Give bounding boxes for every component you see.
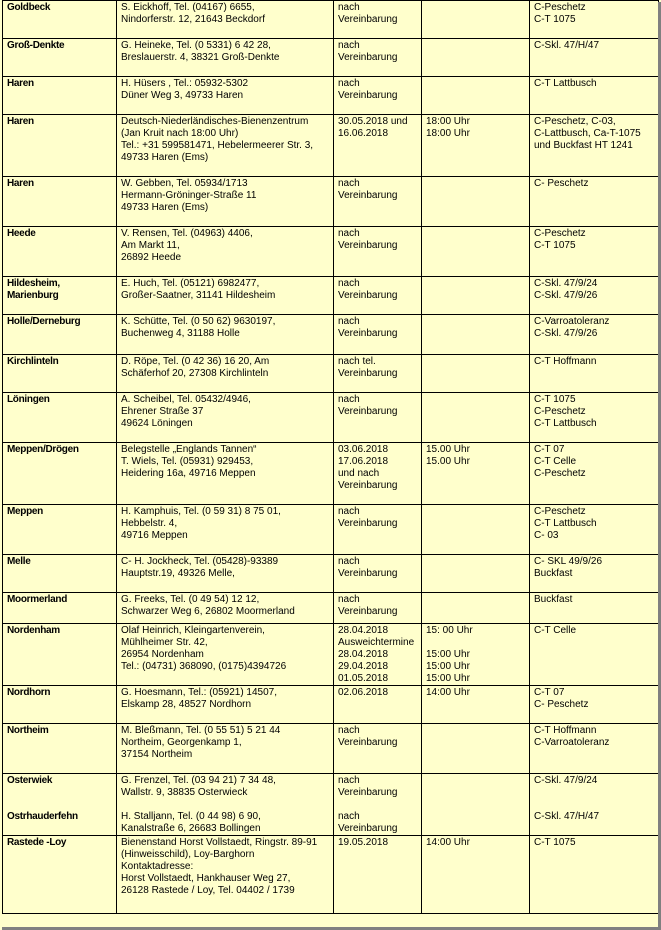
table-row: [3, 39, 659, 77]
time-cell: [422, 77, 530, 115]
table-row: [3, 724, 659, 774]
cell-line: Tel.: +31 599581471, Hebelermeerer Str. 3,: [121, 140, 314, 151]
table-row: [3, 315, 659, 355]
table-row: [3, 393, 659, 443]
cell-line: nach: [338, 725, 360, 736]
cell-line: Goldbeck: [7, 2, 51, 13]
cell-line: 16.06.2018: [338, 128, 389, 139]
contact-cell: [117, 115, 334, 177]
place-cell: [3, 624, 117, 686]
date-cell: [334, 355, 422, 393]
cell-line: nach: [338, 40, 360, 51]
cell-line: 03.06.2018: [338, 444, 389, 455]
breed-cell: [530, 505, 659, 555]
cell-line: V. Rensen, Tel. (04963) 4406,: [121, 228, 253, 239]
cell-line: 26954 Nordenham: [121, 649, 204, 660]
cell-line: C-T 07: [534, 687, 565, 698]
table-row: [3, 555, 659, 593]
cell-line: Vereinbarung: [338, 606, 398, 617]
breed-cell: [530, 686, 659, 724]
cell-line: C- Peschetz: [534, 699, 589, 710]
cell-line: 28.04.2018: [338, 625, 389, 636]
cell-line: 15.00 Uhr: [426, 456, 470, 467]
table-row: [3, 1, 659, 39]
cell-line: W. Gebben, Tel. 05934/1713: [121, 178, 248, 189]
cell-line: Vereinbarung: [338, 90, 398, 101]
contact-cell: [117, 443, 334, 505]
place-cell: [3, 724, 117, 774]
cell-line: 26128 Rastede / Loy, Tel. 04402 / 1739: [121, 885, 295, 896]
cell-line: C-T 1075: [534, 14, 576, 25]
place-cell: [3, 505, 117, 555]
cell-line: Meppen/Drögen: [7, 444, 79, 455]
place-cell: [3, 443, 117, 505]
date-cell: [334, 774, 422, 836]
cell-line: Vereinbarung: [338, 328, 398, 339]
cell-line: C-Skl. 47/9/26: [534, 290, 598, 301]
table-row: [3, 593, 659, 624]
time-cell: [422, 393, 530, 443]
place-cell: [3, 277, 117, 315]
table-row: [3, 624, 659, 686]
cell-line: 14:00 Uhr: [426, 837, 470, 848]
date-cell: [334, 77, 422, 115]
breed-cell: [530, 277, 659, 315]
cell-line: C-Varroatoleranz: [534, 737, 610, 748]
cell-line: G. Freeks, Tel. (0 49 54) 12 12,: [121, 594, 260, 605]
date-cell: [334, 505, 422, 555]
cell-line: Großer-Saatner, 31141 Hildesheim: [121, 290, 276, 301]
cell-line: Northeim, Georgenkamp 1,: [121, 737, 242, 748]
time-cell: [422, 443, 530, 505]
cell-line: Breslauerstr. 4, 38321 Groß-Denkte: [121, 52, 280, 63]
cell-line: Nindorferstr. 12, 21643 Beckdorf: [121, 14, 265, 25]
cell-line: [534, 799, 654, 811]
cell-line: Rastede -Loy: [7, 837, 67, 848]
time-cell: [422, 686, 530, 724]
cell-line: und Buckfast HT 1241: [534, 140, 633, 151]
cell-line: Vereinbarung: [338, 568, 398, 579]
cell-line: Hauptstr.19, 49326 Melle,: [121, 568, 235, 579]
cell-line: 15: 00 Uhr: [426, 625, 473, 636]
cell-line: nach: [338, 316, 360, 327]
cell-line: nach: [338, 594, 360, 605]
cell-line: Vereinbarung: [338, 737, 398, 748]
cell-line: Nordhorn: [7, 687, 51, 698]
cell-line: Am Markt 11,: [121, 240, 180, 251]
table-row: [3, 836, 659, 914]
cell-line: 49624 Löningen: [121, 418, 193, 429]
cell-line: C-Peschetz: [534, 2, 586, 13]
breed-cell: [530, 77, 659, 115]
table-body: [3, 1, 659, 914]
breed-cell: [530, 315, 659, 355]
cell-line: C-T Lattbusch: [534, 518, 597, 529]
date-cell: [334, 555, 422, 593]
contact-cell: [117, 77, 334, 115]
cell-line: [534, 787, 654, 799]
place-cell: [3, 315, 117, 355]
cell-line: Heede: [7, 228, 36, 239]
cell-line: Vereinbarung: [338, 290, 398, 301]
cell-line: Kontaktadresse:: [121, 861, 194, 872]
cell-line: Groß-Denkte: [7, 40, 65, 51]
cell-line: Olaf Heinrich, Kleingartenverein,: [121, 625, 265, 636]
breed-cell: [530, 443, 659, 505]
time-cell: [422, 555, 530, 593]
contact-cell: [117, 555, 334, 593]
date-cell: [334, 115, 422, 177]
cell-line: C-T Lattbusch: [534, 418, 597, 429]
table-row: [3, 227, 659, 277]
cell-line: C-T 1075: [534, 240, 576, 251]
cell-line: Tel.: (04731) 368090, (0175)4394726: [121, 661, 287, 672]
cell-line: C- SKL 49/9/26: [534, 556, 603, 567]
cell-line: und nach: [338, 468, 380, 479]
place-cell: [3, 593, 117, 624]
contact-cell: [117, 1, 334, 39]
contact-cell: [117, 593, 334, 624]
breed-cell: [530, 1, 659, 39]
cell-line: C-Peschetz: [534, 468, 586, 479]
cell-line: Vereinbarung: [338, 14, 398, 25]
cell-line: Belegstelle „Englands Tannen“: [121, 444, 257, 455]
cell-line: Nordenham: [7, 625, 60, 636]
cell-line: [338, 799, 417, 811]
cell-line: C-T 1075: [534, 837, 576, 848]
time-cell: [422, 624, 530, 686]
time-cell: [422, 227, 530, 277]
time-cell: [422, 774, 530, 836]
cell-line: 49716 Meppen: [121, 530, 188, 541]
cell-line: Haren: [7, 178, 34, 189]
cell-line: 15:00 Uhr: [426, 649, 470, 660]
time-cell: [422, 315, 530, 355]
cell-line: Buchenweg 4, 31188 Holle: [121, 328, 240, 339]
place-cell: [3, 686, 117, 724]
contact-cell: [117, 505, 334, 555]
place-cell: [3, 555, 117, 593]
cell-line: nach tel.: [338, 356, 376, 367]
breed-cell: [530, 227, 659, 277]
cell-line: Ostrhauderfehn: [7, 811, 78, 822]
cell-line: 17.06.2018: [338, 456, 389, 467]
table-row: [3, 177, 659, 227]
cell-line: Vereinbarung: [338, 52, 398, 63]
contact-cell: [117, 624, 334, 686]
breed-cell: [530, 593, 659, 624]
time-cell: [422, 115, 530, 177]
table-row: [3, 115, 659, 177]
place-cell: [3, 39, 117, 77]
contact-cell: [117, 724, 334, 774]
time-cell: [422, 836, 530, 914]
cell-line: Haren: [7, 116, 34, 127]
cell-line: 49733 Haren (Ems): [121, 202, 209, 213]
table-row: [3, 505, 659, 555]
cell-line: C-Peschetz: [534, 228, 586, 239]
contact-cell: [117, 355, 334, 393]
contact-cell: [117, 836, 334, 914]
date-cell: [334, 315, 422, 355]
time-cell: [422, 724, 530, 774]
table-row: [3, 77, 659, 115]
time-cell: [422, 593, 530, 624]
cell-line: 02.06.2018: [338, 687, 389, 698]
cell-line: Buckfast: [534, 568, 573, 579]
cell-line: Hermann-Gröninger-Straße 11: [121, 190, 257, 201]
cell-line: 01.05.2018: [338, 673, 389, 684]
cell-line: 14:00 Uhr: [426, 687, 470, 698]
breed-cell: [530, 115, 659, 177]
date-cell: [334, 1, 422, 39]
table-row: [3, 355, 659, 393]
cell-line: C-Skl. 47/9/24: [534, 278, 598, 289]
cell-line: T. Wiels, Tel. (05931) 929453,: [121, 456, 254, 467]
cell-line: Vereinbarung: [338, 368, 398, 379]
cell-line: Ehrener Straße 37: [121, 406, 204, 417]
time-cell: [422, 355, 530, 393]
cell-line: Melle: [7, 556, 31, 567]
cell-line: G. Frenzel, Tel. (03 94 21) 7 34 48,: [121, 775, 276, 786]
date-cell: [334, 177, 422, 227]
cell-line: nach: [338, 811, 360, 822]
cell-line: C- H. Jockheck, Tel. (05428)-93389: [121, 556, 279, 567]
contact-cell: [117, 39, 334, 77]
cell-line: G. Hoesmann, Tel.: (05921) 14507,: [121, 687, 278, 698]
time-cell: [422, 277, 530, 315]
cell-line: 37154 Northeim: [121, 749, 193, 760]
cell-line: Buckfast: [534, 594, 573, 605]
cell-line: Meppen: [7, 506, 43, 517]
cell-line: 15.00 Uhr: [426, 444, 470, 455]
cell-line: Vereinbarung: [338, 518, 398, 529]
cell-line: nach: [338, 394, 360, 405]
cell-line: Haren: [7, 78, 34, 89]
cell-line: Vereinbarung: [338, 480, 398, 491]
cell-line: C-Peschetz: [534, 506, 586, 517]
cell-line: Hebbelstr. 4,: [121, 518, 178, 529]
cell-line: nach: [338, 78, 360, 89]
date-cell: [334, 724, 422, 774]
cell-line: E. Huch, Tel. (05121) 6982477,: [121, 278, 260, 289]
time-cell: [422, 177, 530, 227]
breed-cell: [530, 836, 659, 914]
contact-cell: [117, 686, 334, 724]
cell-line: C-Skl. 47/H/47: [534, 40, 600, 51]
cell-line: Vereinbarung: [338, 240, 398, 251]
cell-line: nach: [338, 178, 360, 189]
cell-line: C-T Lattbusch: [534, 78, 597, 89]
cell-line: H. Kamphuis, Tel. (0 59 31) 8 75 01,: [121, 506, 281, 517]
cell-line: Düner Weg 3, 49733 Haren: [121, 90, 244, 101]
cell-line: Marienburg: [7, 290, 59, 301]
cell-line: 19.05.2018: [338, 837, 389, 848]
cell-line: 28.04.2018: [338, 649, 389, 660]
time-cell: [422, 1, 530, 39]
breed-cell: [530, 39, 659, 77]
cell-line: 30.05.2018 und: [338, 116, 408, 127]
cell-line: [7, 787, 112, 799]
breed-cell: [530, 355, 659, 393]
date-cell: [334, 277, 422, 315]
place-cell: [3, 177, 117, 227]
place-cell: [3, 115, 117, 177]
breed-cell: [530, 177, 659, 227]
cell-line: 18:00 Uhr: [426, 116, 470, 127]
cell-line: Deutsch-Niederländisches-Bienenzentrum: [121, 116, 309, 127]
cell-line: C-Lattbusch, Ca-T-1075: [534, 128, 641, 139]
date-cell: [334, 393, 422, 443]
table-row: [3, 774, 659, 836]
contact-cell: [117, 227, 334, 277]
date-cell: [334, 443, 422, 505]
place-cell: [3, 1, 117, 39]
cell-line: Schwarzer Weg 6, 26802 Moormerland: [121, 606, 295, 617]
cell-line: (Hinweisschild), Loy-Barghorn: [121, 849, 255, 860]
contact-cell: [117, 177, 334, 227]
cell-line: 15:00 Uhr: [426, 661, 470, 672]
cell-line: D. Röpe, Tel. (0 42 36) 16 20, Am: [121, 356, 270, 367]
cell-line: Schäferhof 20, 27308 Kirchlinteln: [121, 368, 269, 379]
cell-line: [121, 799, 329, 811]
cell-line: Osterwiek: [7, 775, 53, 786]
cell-line: 18:00 Uhr: [426, 128, 470, 139]
date-cell: [334, 836, 422, 914]
cell-line: H. Stalljann, Tel. (0 44 98) 6 90,: [121, 811, 261, 822]
cell-line: Kanalstraße 6, 26683 Bollingen: [121, 823, 261, 834]
breed-cell: [530, 774, 659, 836]
cell-line: nach: [338, 775, 360, 786]
cell-line: Elskamp 28, 48527 Nordhorn: [121, 699, 252, 710]
date-cell: [334, 593, 422, 624]
place-cell: [3, 774, 117, 836]
table-row: [3, 277, 659, 315]
table-row: [3, 443, 659, 505]
cell-line: Löningen: [7, 394, 50, 405]
cell-line: 29.04.2018: [338, 661, 389, 672]
cell-line: C- Peschetz: [534, 178, 589, 189]
date-cell: [334, 227, 422, 277]
cell-line: C-T 1075: [534, 394, 576, 405]
cell-line: Vereinbarung: [338, 787, 398, 798]
cell-line: M. Bleßmann, Tel. (0 55 51) 5 21 44: [121, 725, 281, 736]
date-cell: [334, 686, 422, 724]
breed-cell: [530, 624, 659, 686]
breed-cell: [530, 724, 659, 774]
cell-line: S. Eickhoff, Tel. (04167) 6655,: [121, 2, 255, 13]
cell-line: Heidering 16a, 49716 Meppen: [121, 468, 256, 479]
cell-line: (Jan Kruit nach 18:00 Uhr): [121, 128, 239, 139]
cell-line: [426, 637, 525, 649]
cell-line: Hildesheim,: [7, 278, 60, 289]
cell-line: 15:00 Uhr: [426, 673, 470, 684]
cell-line: Kirchlinteln: [7, 356, 59, 367]
place-cell: [3, 355, 117, 393]
cell-line: nach: [338, 2, 360, 13]
cell-line: C-Varroatoleranz: [534, 316, 610, 327]
table-row: [3, 686, 659, 724]
cell-line: 49733 Haren (Ems): [121, 152, 209, 163]
cell-line: Horst Vollstaedt, Hankhauser Weg 27,: [121, 873, 291, 884]
contact-cell: [117, 774, 334, 836]
breed-cell: [530, 393, 659, 443]
cell-line: Vereinbarung: [338, 406, 398, 417]
time-cell: [422, 505, 530, 555]
cell-line: C-Peschetz: [534, 406, 586, 417]
cell-line: Vereinbarung: [338, 823, 398, 834]
place-cell: [3, 227, 117, 277]
cell-line: C-T Celle: [534, 625, 577, 636]
cell-line: Mühlheimer Str. 42,: [121, 637, 208, 648]
cell-line: C- 03: [534, 530, 559, 541]
cell-line: Wallstr. 9, 38835 Osterwieck: [121, 787, 248, 798]
contact-cell: [117, 277, 334, 315]
cell-line: C-Skl. 47/9/24: [534, 775, 598, 786]
breed-cell: [530, 555, 659, 593]
cell-line: Moormerland: [7, 594, 68, 605]
cell-line: A. Scheibel, Tel. 05432/4946,: [121, 394, 251, 405]
time-cell: [422, 39, 530, 77]
cell-line: C-Skl. 47/H/47: [534, 811, 600, 822]
cell-line: H. Hüsers , Tel.: 05932-5302: [121, 78, 249, 89]
cell-line: G. Heineke, Tel. (0 5331) 6 42 28,: [121, 40, 271, 51]
cell-line: [7, 799, 112, 811]
cell-line: Ausweichtermine: [338, 637, 415, 648]
cell-line: Vereinbarung: [338, 190, 398, 201]
cell-line: C-T 07: [534, 444, 565, 455]
cell-line: nach: [338, 278, 360, 289]
place-cell: [3, 836, 117, 914]
cell-line: K. Schütte, Tel. (0 50 62) 9630197,: [121, 316, 276, 327]
date-cell: [334, 624, 422, 686]
place-cell: [3, 77, 117, 115]
cell-line: C-T Celle: [534, 456, 577, 467]
cell-line: C-T Hoffmann: [534, 356, 597, 367]
cell-line: C-Skl. 47/9/26: [534, 328, 598, 339]
cell-line: Holle/Derneburg: [7, 316, 81, 327]
contact-cell: [117, 315, 334, 355]
cell-line: Bienenstand Horst Vollstaedt, Ringstr. 89-91: [121, 837, 318, 848]
contact-cell: [117, 393, 334, 443]
cell-line: C-T Hoffmann: [534, 725, 597, 736]
cell-line: Northeim: [7, 725, 49, 736]
cell-line: C-Peschetz, C-03,: [534, 116, 616, 127]
cell-line: nach: [338, 228, 360, 239]
belegstellen-table: [2, 0, 659, 914]
date-cell: [334, 39, 422, 77]
cell-line: nach: [338, 506, 360, 517]
place-cell: [3, 393, 117, 443]
cell-line: 26892 Heede: [121, 252, 182, 263]
cell-line: nach: [338, 556, 360, 567]
